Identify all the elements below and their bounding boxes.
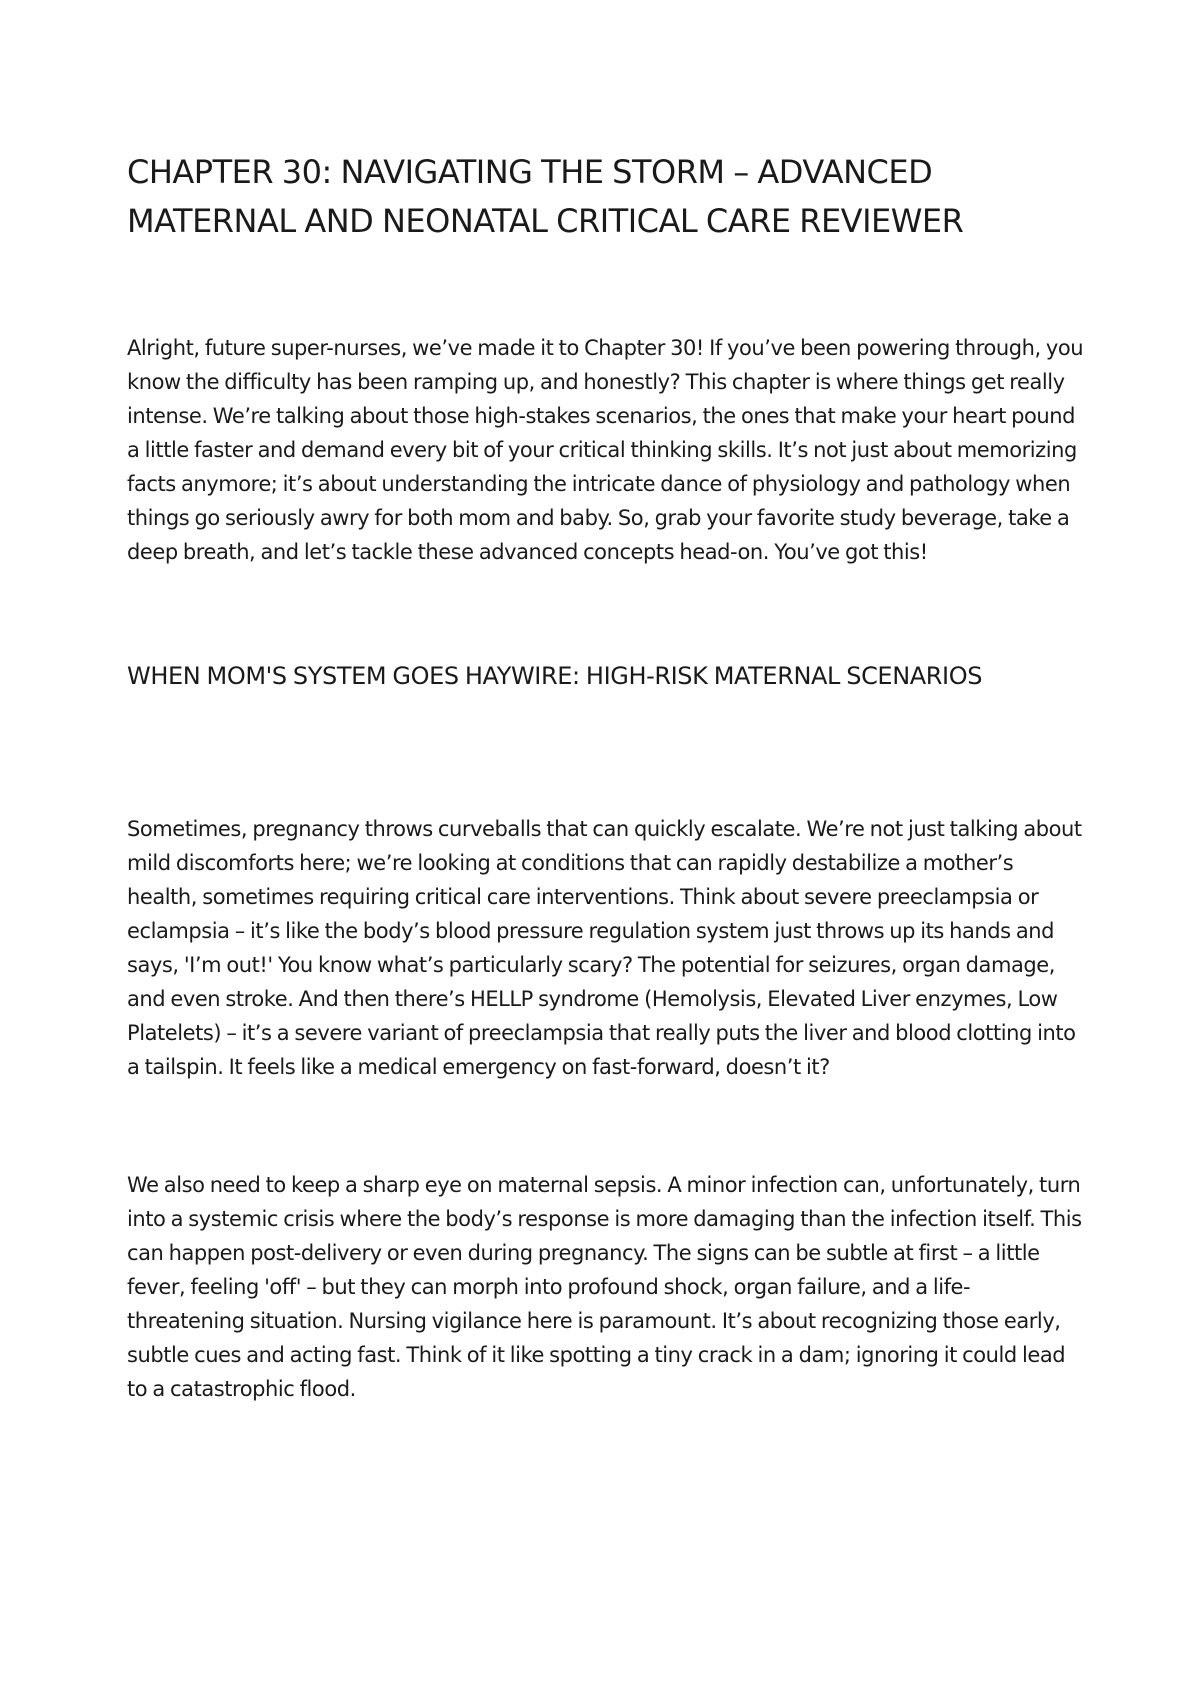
document-page <box>127 148 1087 1406</box>
section-heading: WHEN MOM'S SYSTEM GOES HAYWIRE: HIGH-RISK MATERNAL SCENARIOS <box>127 662 983 690</box>
paragraph-sepsis: We also need to keep a sharp eye on maternal sepsis. A minor infection can, unfortunately, turn into a systemic crisis where the body’s response is more damaging than the infection itself. This can happen post-delivery or even during pregnancy. The signs can be subtle at first – a little fever, feeling 'off' – but they can morph into profound shock, organ failure, and a life-threatening situation. Nursing vigilance here is paramount. It’s about recognizing those early, subtle cues and acting fast. Think of it like spotting a tiny crack in a dam; ignoring it could lead to a catastrophic flood. <box>127 1173 1082 1401</box>
intro-paragraph: Alright, future super-nurses, we’ve made it to Chapter 30! If you’ve been powering through, you know the difficulty has been ramping up, and honestly? This chapter is where things get really intense. We’re talking about those high-stakes scenarios, the ones that make your heart pound a little faster and demand every bit of your critical thinking skills. It’s not just about memorizing facts anymore; it’s about understanding the intricate dance of physiology and pathology when things go seriously awry for both mom and baby. So, grab your favorite study beverage, take a deep breath, and let’s tackle these advanced concepts head-on. You’ve got this! <box>127 336 1084 564</box>
paragraph-preeclampsia: Sometimes, pregnancy throws curveballs that can quickly escalate. We’re not just talking about mild discomforts here; we’re looking at conditions that can rapidly destabilize a mother’s health, sometimes requiring critical care interventions. Think about severe preeclampsia or eclampsia – it’s like the body’s blood pressure regulation system just throws up its hands and says, 'I’m out!' You know what’s particularly scary? The potential for seizures, organ damage, and even stroke. And then there’s HELLP syndrome (Hemolysis, Elevated Liver enzymes, Low Platelets) – it’s a severe variant of preeclampsia that really puts the liver and blood clotting into a tailspin. It feels like a medical emergency on fast-forward, doesn’t it? <box>127 817 1082 1079</box>
chapter-title: CHAPTER 30: NAVIGATING THE STORM – ADVANCED MATERNAL AND NEONATAL CRITICAL CARE REVIEWER <box>127 153 964 240</box>
